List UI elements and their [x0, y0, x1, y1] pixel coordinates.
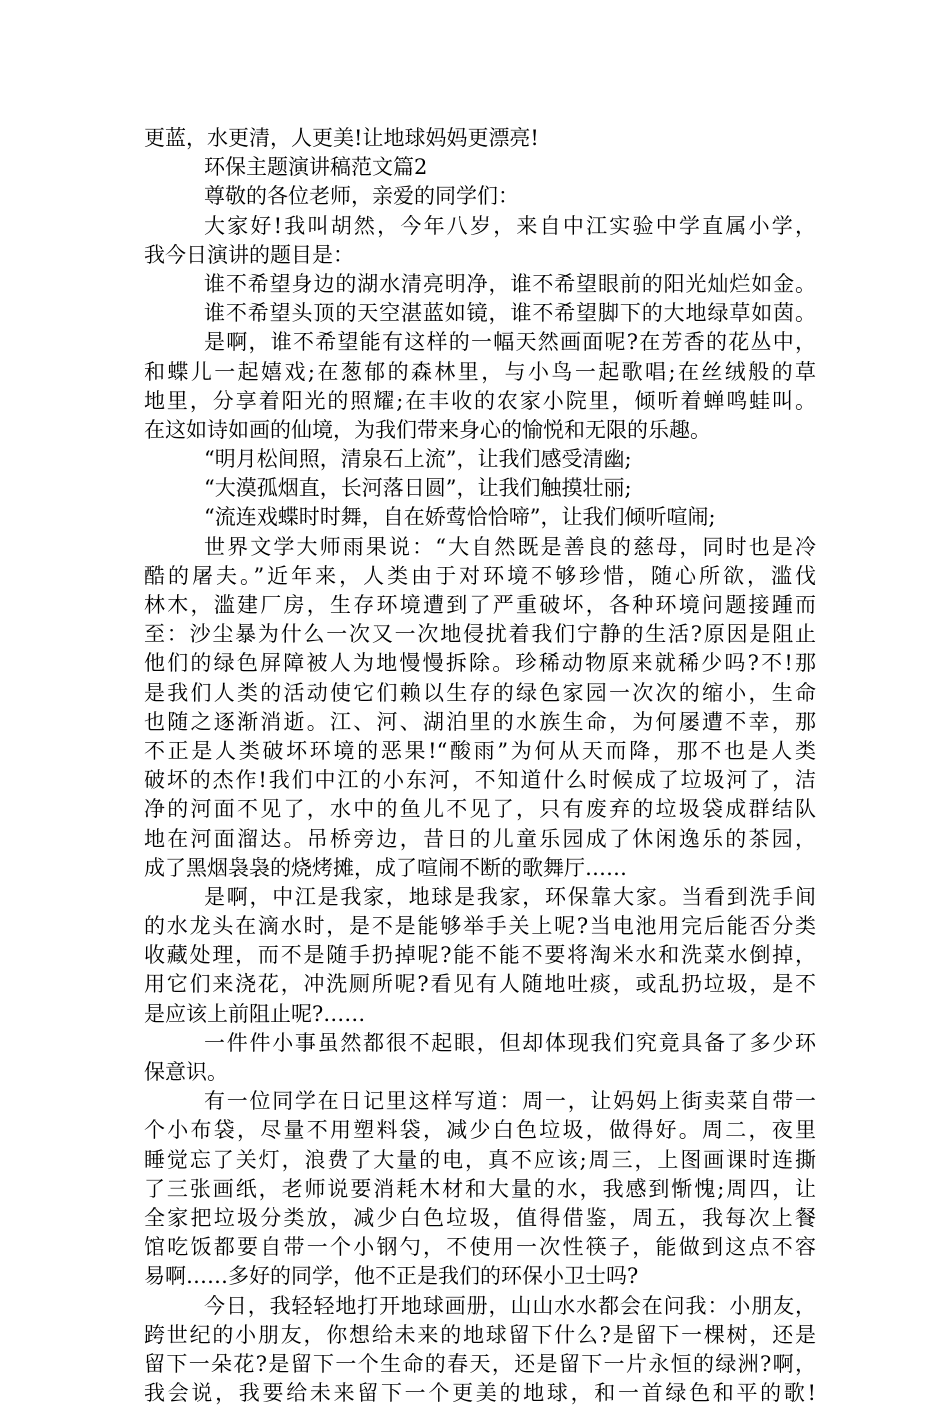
text-line: 在这如诗如画的仙境，为我们带来身心的愉悦和无限的乐趣。: [144, 417, 711, 442]
text-line: 睡觉忘了关灯，浪费了大量的电，真不应该;周三，上图画课时连撕: [144, 1147, 816, 1172]
text-line: 馆吃饭都要自带一个小钢勺，不使用一次性筷子，能做到这点不容: [144, 1235, 816, 1260]
text-line: 有一位同学在日记里这样写道：周一，让妈妈上街卖菜自带一: [204, 1089, 816, 1114]
text-line: 成了黑烟袅袅的烧烤摊，成了喧闹不断的歌舞厅……: [144, 855, 627, 880]
text-line: 一件件小事虽然都很不起眼，但却体现我们究竟具备了多少环: [204, 1030, 816, 1055]
text-line: 不正是人类破坏环境的恶果!“酸雨”为何从天而降，那不也是人类: [144, 738, 816, 763]
text-line: 他们的绿色屏障被人为地慢慢拆除。珍稀动物原来就稀少吗?不!那: [144, 651, 816, 676]
text-line: 的水龙头在滴水时，是不是能够举手关上呢?当电池用完后能否分类: [144, 914, 816, 939]
document-body: [144, 124, 816, 1408]
text-line: 世界文学大师雨果说：“大自然既是善良的慈母，同时也是冷: [204, 534, 816, 559]
text-line: 更蓝，水更清，人更美!让地球妈妈更漂亮!: [144, 126, 539, 150]
text-line: 留下一朵花?是留下一个生命的春天，还是留下一片永恒的绿洲?啊，: [144, 1351, 816, 1376]
text-line: 地在河面溜达。吊桥旁边，昔日的儿童乐园成了休闲逸乐的茶园，: [144, 826, 816, 851]
text-line: 环保主题演讲稿范文篇2: [204, 155, 428, 180]
text-line: 也随之逐渐消逝。江、河、湖泊里的水族生命，为何屡遭不幸，那: [144, 709, 816, 734]
text-line: 保意识。: [144, 1060, 228, 1084]
text-line: 是啊，谁不希望能有这样的一幅天然画面呢?在芳香的花丛中，: [204, 330, 816, 355]
text-line: 我会说，我要给未来留下一个更美的地球，和一首绿色和平的歌!: [144, 1381, 816, 1406]
text-line: “流连戏蝶时时舞，自在娇莺恰恰啼”，让我们倾听喧闹;: [204, 505, 716, 530]
text-line: 用它们来浇花，冲洗厕所呢?看见有人随地吐痰，或乱扔垃圾，是不: [144, 972, 816, 997]
text-line: “明月松间照，清泉石上流”，让我们感受清幽;: [204, 447, 632, 472]
text-line: 尊敬的各位老师，亲爱的同学们：: [204, 184, 519, 209]
text-line: 破坏的杰作!我们中江的小东河，不知道什么时候成了垃圾河了，洁: [144, 768, 816, 793]
text-line: 了三张画纸，老师说要消耗木材和大量的水，我感到惭愧;周四，让: [144, 1176, 816, 1201]
text-line: 跨世纪的小朋友，你想给未来的地球留下什么?是留下一棵树，还是: [144, 1322, 816, 1347]
text-line: 是应该上前阻止呢?……: [144, 1001, 366, 1026]
text-line: 是啊，中江是我家，地球是我家，环保靠大家。当看到洗手间: [204, 884, 816, 909]
text-line: 净的河面不见了，水中的鱼儿不见了，只有废弃的垃圾袋成群结队: [144, 797, 816, 822]
text-line: 全家把垃圾分类放，减少白色垃圾，值得借鉴，周五，我每次上餐: [144, 1205, 816, 1230]
text-line: 今日，我轻轻地打开地球画册，山山水水都会在问我：小朋友，: [204, 1293, 816, 1318]
text-line: 至：沙尘暴为什么一次又一次地侵扰着我们宁静的生活?原因是阻止: [144, 622, 816, 647]
text-line: 谁不希望身边的湖水清亮明净，谁不希望眼前的阳光灿烂如金。: [204, 271, 816, 296]
text-line: 大家好!我叫胡然，今年八岁，来自中江实验中学直属小学，: [204, 213, 816, 238]
text-line: 林木，滥建厂房，生存环境遭到了严重破坏，各种环境问题接踵而: [144, 593, 816, 617]
text-line: 是我们人类的活动使它们赖以生存的绿色家园一次次的缩小，生命: [144, 680, 816, 705]
text-line: 谁不希望头顶的天空湛蓝如镜，谁不希望脚下的大地绿草如茵。: [204, 301, 816, 326]
text-line: 个小布袋，尽量不用塑料袋，减少白色垃圾，做得好。周二，夜里: [144, 1118, 816, 1143]
text-line: 我今日演讲的题目是：: [144, 242, 354, 267]
text-line: 和蝶儿一起嬉戏;在葱郁的森林里，与小鸟一起歌唱;在丝绒般的草: [144, 359, 816, 384]
text-line: “大漠孤烟直，长河落日圆”，让我们触摸壮丽;: [204, 476, 632, 501]
text-line: 酷的屠夫。”近年来，人类由于对环境不够珍惜，随心所欲，滥伐: [144, 563, 816, 588]
text-line: 易啊……多好的同学，他不正是我们的环保小卫士吗?: [144, 1264, 639, 1289]
text-line: 地里，分享着阳光的照耀;在丰收的农家小院里，倾听着蝉鸣蛙叫。: [144, 388, 816, 413]
text-line: 收藏处理，而不是随手扔掉呢?能不能不要将淘米水和洗菜水倒掉，: [144, 943, 816, 968]
